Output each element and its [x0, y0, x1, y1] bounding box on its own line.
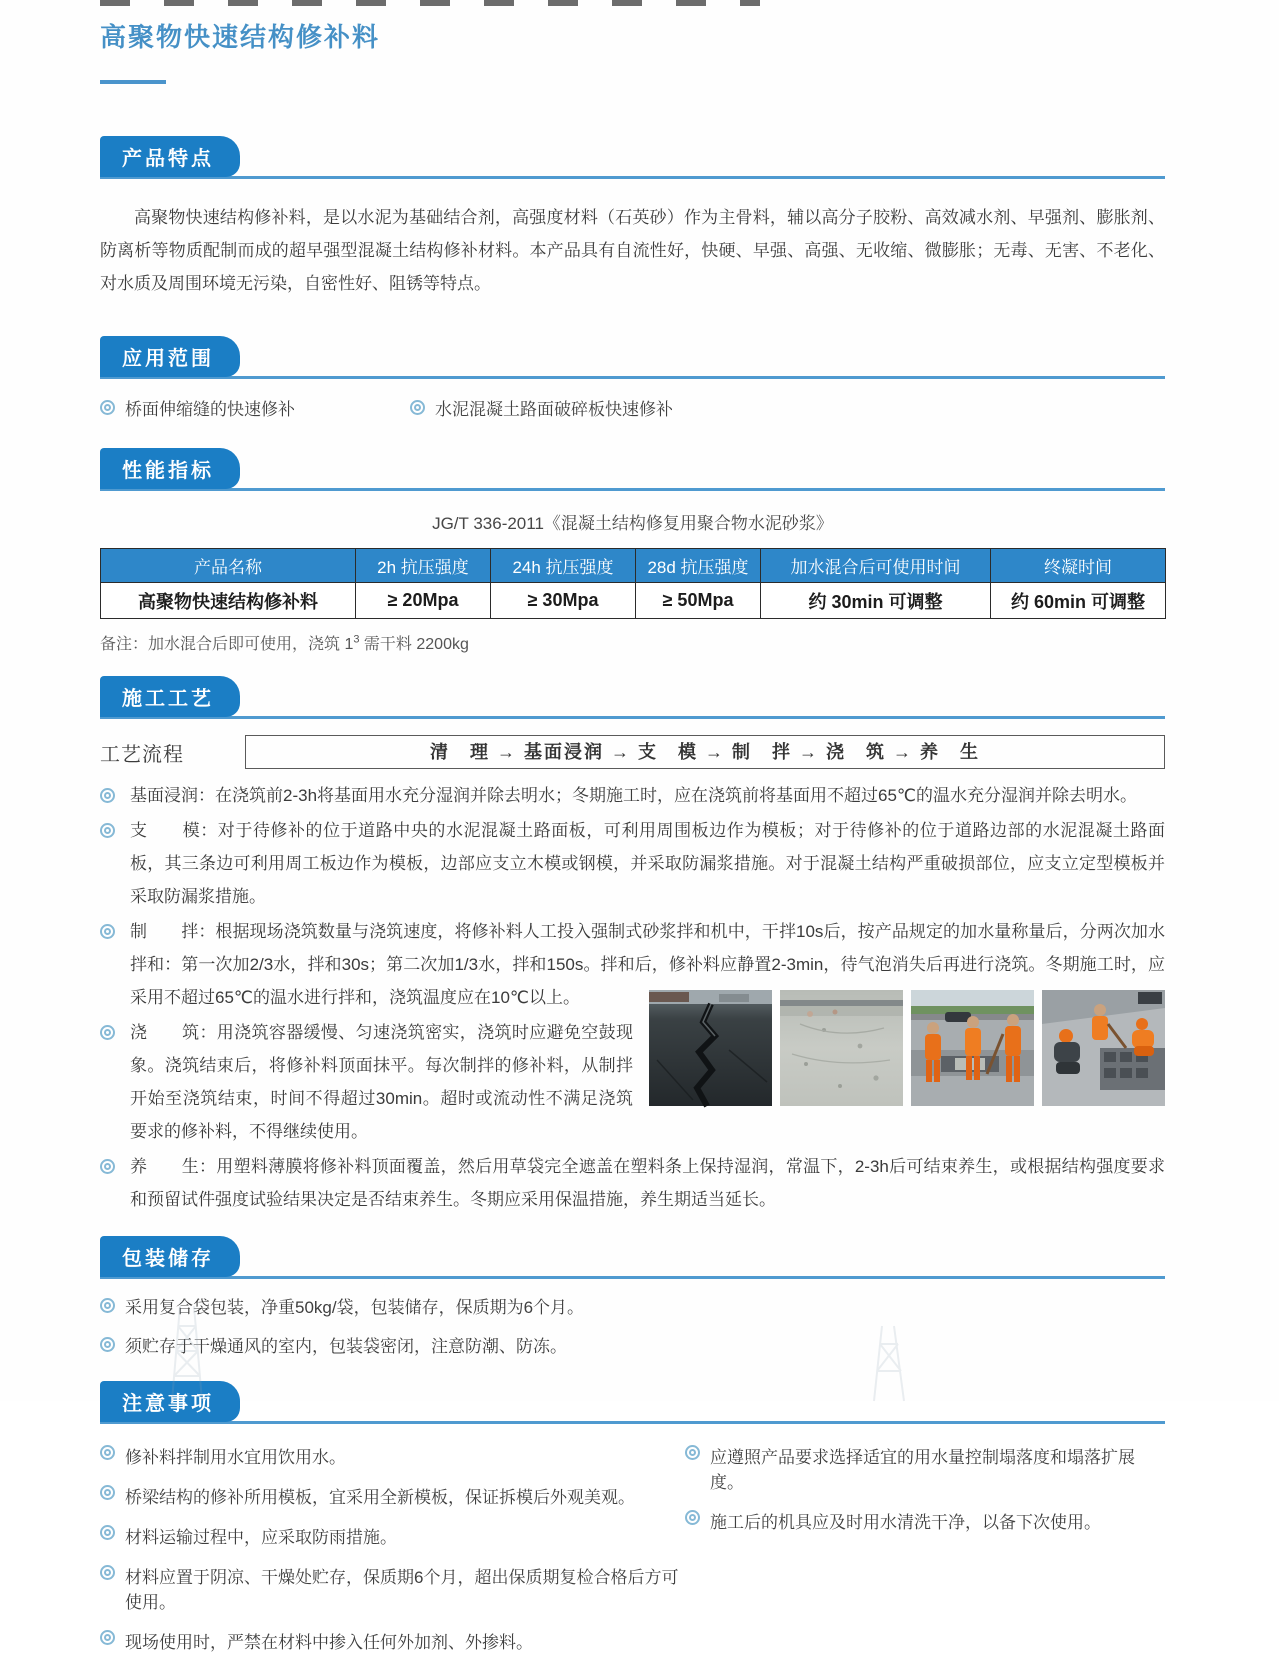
step-text: ：用浇筑容器缓慢、匀速浇筑密实，浇筑时应避免空鼓现象。浇筑结束后，将修补料顶面抹平。每次制拌的修补料，从制拌开始至浇筑结束，时间不得超过30min。超时或流动性不满足浇筑要求的修补料，不得继续使用。 [130, 1023, 634, 1141]
packaging-text: 须贮存于干燥通风的室内，包装袋密闭，注意防潮、防冻。 [125, 1337, 567, 1356]
watermark-tower-icon [860, 1326, 920, 1401]
list-item [685, 1508, 1165, 1533]
flow-label: 工艺流程 [100, 743, 184, 766]
packaging-list [100, 1293, 1165, 1357]
cell-2h-strength: ≥ 20Mpa [356, 583, 491, 619]
list-item [100, 1563, 685, 1613]
cell-28d-strength: ≥ 50Mpa [636, 583, 761, 619]
standard-caption: JG/T 336-2011《混凝土结构修复用聚合物水泥砂浆》 [432, 514, 833, 533]
application-label: 桥面伸缩缝的快速修补 [125, 400, 295, 419]
features-paragraph: 高聚物快速结构修补料，是以水泥为基础结合剂，高强度材料（石英砂）作为主骨料，辅以高分子胶粉、高效减水剂、早强剂、膨胀剂、防离析等物质配制而成的超早强型混凝土结构修补材料。本产品具有自流性好，快硬、早强、高强、无收缩、微膨胀；无毒、无害、不老化、对水质及周围环境无污染，自密性好、阻锈等特点。 [100, 208, 1165, 293]
col-header: 终凝时间 [991, 549, 1166, 583]
performance-table [100, 548, 1166, 619]
notes-columns [100, 1428, 1165, 1653]
list-item [100, 1293, 1165, 1318]
notes-left-column [100, 1428, 685, 1653]
ring-bullet-icon [685, 1445, 700, 1460]
table-note: 备注：加水混合后即可使用，浇筑 $1^3$ 需干料 2200kg [100, 633, 469, 653]
col-header: 2h 抗压强度 [356, 549, 491, 583]
site-photo-strip [649, 990, 1165, 1106]
ring-bullet-icon [100, 1525, 115, 1540]
ring-bullet-icon [100, 823, 115, 838]
notes-right-column [685, 1428, 1165, 1653]
list-item [100, 1628, 685, 1653]
ring-bullet-icon [100, 1337, 115, 1352]
note-text: 桥梁结构的修补所用模板，宜采用全新模板，保证拆模后外观美观。 [125, 1488, 635, 1507]
list-item [410, 395, 673, 420]
section-header-construction [100, 676, 1165, 719]
application-label: 水泥混凝土路面破碎板快速修补 [435, 400, 673, 419]
flow-sequence: 清 理 → 基面浸润 → 支 模 → 制 拌 → 浇 筑 → 养 生 [245, 735, 1165, 769]
step-text: ：根据现场浇筑数量与浇筑速度，将修补料人工投入强制式砂浆拌和机中，干拌10s后，按产品规定的加水量称量后，分两次加水拌和：第一次加2/3水，拌和30s；第二次加1/3水，拌和150s。拌和后，修补料应静置2-3min，待气泡消失后再进行浇筑。冬期施工时，应采用不超过65℃的温水进行拌和，浇筑温度应在10℃以上。 [130, 922, 1165, 1007]
cracked-pavement-photo [649, 990, 772, 1106]
table-row [101, 583, 1166, 619]
note-text: 材料应置于阴凉、干燥处贮存，保质期6个月，超出保质期复检合格后方可使用。 [125, 1568, 679, 1612]
ring-bullet-icon [685, 1510, 700, 1525]
note-text: 材料运输过程中，应采取防雨措施。 [125, 1528, 397, 1547]
note-text: 施工后的机具应及时用水清洗干净，以备下次使用。 [710, 1513, 1101, 1532]
step-term: 基面浸润 [130, 786, 198, 805]
construction-steps [100, 779, 1165, 1216]
cell-usable-time: 约 30min 可调整 [761, 583, 991, 619]
section-tab-notes: 注意事项 [100, 1381, 240, 1422]
step-text: ：对于待修补的位于道路中央的水泥混凝土路面板，可利用周围板边作为模板；对于待修补的位于道路边部的水泥混凝土路面板，其三条边可利用周工板边作为模板，边部应支立木模或钢模，并采取防漏浆措施。对于混凝土结构严重破损部位，应支立定型模板并采取防漏浆措施。 [130, 821, 1166, 906]
section-tab-applications: 应用范围 [100, 336, 240, 377]
note-text: 应遵照产品要求选择适宜的用水量控制塌落度和塌落扩展度。 [710, 1448, 1135, 1492]
ring-bullet-icon [100, 400, 115, 415]
page-title: 高聚物快速结构修补料 [100, 22, 381, 52]
step-term: 养 生 [130, 1157, 200, 1176]
pavement-repair-crew-photo [1042, 990, 1165, 1106]
ring-bullet-icon [100, 1630, 115, 1645]
section-header-features [100, 136, 1165, 179]
section-header-applications [100, 336, 1165, 379]
ring-bullet-icon [100, 924, 115, 939]
watermark-tower-icon [160, 1306, 230, 1401]
col-header: 24h 抗压强度 [491, 549, 636, 583]
section-tab-features: 产品特点 [100, 136, 240, 177]
step-base-wetting [100, 779, 1165, 812]
ring-bullet-icon [100, 1565, 115, 1580]
section-tab-packaging: 包装储存 [100, 1236, 240, 1277]
step-pouring [100, 1016, 1165, 1148]
list-item [685, 1443, 1165, 1493]
ring-bullet-icon [100, 1445, 115, 1460]
step-curing [100, 1150, 1165, 1216]
col-header: 加水混合后可使用时间 [761, 549, 991, 583]
cell-final-set: 约 60min 可调整 [991, 583, 1166, 619]
list-item [100, 395, 410, 420]
ring-bullet-icon [100, 1025, 115, 1040]
col-header: 28d 抗压强度 [636, 549, 761, 583]
note-text: 现场使用时，严禁在材料中掺入任何外加剂、外掺料。 [125, 1633, 533, 1652]
ring-bullet-icon [100, 1485, 115, 1500]
damaged-concrete-surface-photo [780, 990, 903, 1106]
ring-bullet-icon [100, 788, 115, 803]
ring-bullet-icon [100, 1298, 115, 1313]
list-item [100, 1443, 685, 1468]
title-underline [100, 80, 166, 84]
cell-product-name: 高聚物快速结构修补料 [101, 583, 356, 619]
step-text: ：在浇筑前2-3h将基面用水充分湿润并除去明水；冬期施工时，应在浇筑前将基面用不超过65℃的温水充分湿润并除去明水。 [198, 786, 1138, 805]
note-text: 修补料拌制用水宜用饮用水。 [125, 1448, 346, 1467]
step-term: 浇 筑 [130, 1023, 200, 1042]
section-tab-performance: 性能指标 [100, 448, 240, 489]
step-formwork [100, 814, 1165, 913]
applications-list [100, 395, 1165, 420]
section-header-performance [100, 448, 1165, 491]
packaging-text: 采用复合袋包装，净重50kg/袋，包装储存，保质期为6个月。 [125, 1298, 585, 1317]
step-text: ：用塑料薄膜将修补料顶面覆盖，然后用草袋完全遮盖在塑料条上保持湿润，常温下，2-3h后可结束养生，或根据结构强度要求和预留试件强度试验结果决定是否结束养生。冬期应采用保温措施，养生期适当延长。 [130, 1157, 1166, 1209]
list-item [100, 1523, 685, 1548]
step-term: 支 模 [130, 821, 201, 840]
ring-bullet-icon [410, 400, 425, 415]
list-item [100, 1483, 685, 1508]
section-header-packaging [100, 1236, 1165, 1279]
list-item [100, 1332, 1165, 1357]
ring-bullet-icon [100, 1159, 115, 1174]
process-flow [100, 735, 1165, 769]
cell-24h-strength: ≥ 30Mpa [491, 583, 636, 619]
road-repair-workers-photo [911, 990, 1034, 1106]
table-header-row [101, 549, 1166, 583]
col-header: 产品名称 [101, 549, 356, 583]
section-header-notes [100, 1381, 1165, 1424]
section-tab-construction: 施工工艺 [100, 676, 240, 717]
cropped-text-remnant [100, 0, 760, 6]
step-term: 制 拌 [130, 922, 199, 941]
